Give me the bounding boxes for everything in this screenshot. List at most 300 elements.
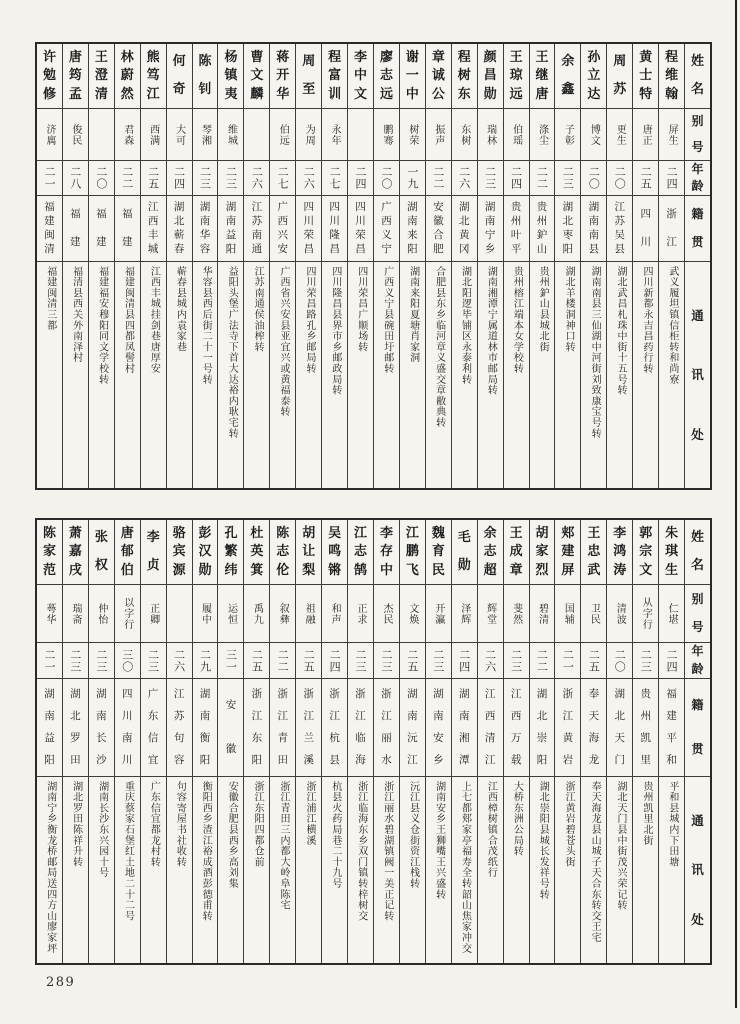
- entry-column: [166, 44, 192, 488]
- age-text: 二一: [42, 648, 56, 673]
- entry-column: [192, 520, 218, 963]
- char-glyph: 讯: [691, 367, 704, 383]
- address-cell: [193, 776, 218, 963]
- age-text: 二二: [535, 648, 549, 673]
- alias-text: 仲怡: [95, 602, 107, 625]
- char-glyph: 汉: [198, 544, 212, 560]
- address-text: 衡阳西乡渣江裕成酒彭德甫转: [200, 781, 212, 922]
- header-column: [684, 520, 710, 963]
- char-glyph: 王: [509, 525, 523, 541]
- alias-text: 国辅: [562, 602, 574, 625]
- address-text: 四川新都永吉昌药行转: [640, 266, 652, 374]
- age-text: 二三: [224, 166, 238, 190]
- address-cell: [581, 261, 606, 488]
- char-glyph: 骆: [172, 525, 186, 541]
- alias-cell: [504, 584, 529, 642]
- name-cell: [37, 44, 62, 108]
- char-glyph: 何: [172, 54, 186, 70]
- char-glyph: 江: [173, 687, 185, 700]
- char-glyph: 广: [277, 200, 289, 213]
- char-glyph: 南: [251, 229, 263, 242]
- address-text: 湖南湘潭宁属道林市邮局转: [485, 266, 497, 396]
- alias-cell: [452, 108, 477, 160]
- native-cell: [115, 195, 140, 261]
- address-cell: [348, 261, 373, 488]
- native-cell: [581, 678, 606, 776]
- alias-cell: [244, 584, 269, 642]
- name-cell: [37, 520, 62, 584]
- alias-text: 斐然: [510, 602, 522, 625]
- name-cell: [426, 520, 451, 584]
- char-glyph: 钊: [198, 82, 212, 98]
- alias-text: 卫民: [588, 602, 600, 625]
- char-glyph: 李: [379, 525, 393, 541]
- char-glyph: 阳: [536, 754, 548, 767]
- char-glyph: 南: [588, 214, 600, 227]
- address-text: 广东信宜都龙村转: [148, 781, 160, 868]
- char-glyph: 清: [484, 732, 496, 745]
- alias-text: 文焕: [406, 602, 418, 625]
- char-glyph: 余: [483, 525, 497, 541]
- char-glyph: 王: [94, 49, 108, 65]
- char-glyph: 廖: [379, 49, 393, 65]
- char-glyph: 江: [666, 236, 677, 249]
- native-cell: [504, 678, 529, 776]
- age-text: 二四: [509, 166, 523, 190]
- native-cell: [374, 678, 399, 776]
- char-glyph: 阳: [407, 243, 418, 256]
- char-glyph: 镇: [224, 68, 238, 84]
- char-glyph: 章: [431, 49, 445, 65]
- age-cell: [322, 642, 347, 678]
- entry-column: [88, 44, 114, 488]
- alias-text: 瑞林: [484, 123, 496, 146]
- age-text: 二四: [665, 648, 679, 673]
- address-text: 浙江东阳四都仓前: [252, 781, 264, 868]
- char-glyph: 西: [484, 709, 496, 722]
- char-glyph: 徽: [433, 214, 444, 227]
- char-glyph: 川: [303, 214, 314, 227]
- name-cell: [270, 44, 295, 108]
- age-cell: [63, 160, 88, 195]
- age-cell: [63, 642, 88, 678]
- char-glyph: 忠: [587, 544, 601, 560]
- char-glyph: 纬: [224, 562, 238, 578]
- address-text: 四川荣昌广顺场转: [355, 266, 367, 353]
- char-glyph: 蒋: [276, 49, 290, 65]
- char-glyph: 南: [407, 709, 418, 722]
- entry-column: [529, 520, 555, 963]
- char-glyph: 西: [381, 214, 392, 227]
- address-cell: [167, 261, 192, 488]
- age-text: 二〇: [613, 648, 627, 673]
- address-text: 大桥东洲公局转: [511, 781, 523, 857]
- char-glyph: 鹏: [405, 544, 419, 560]
- char-glyph: 远: [379, 86, 393, 102]
- char-glyph: 长: [96, 732, 107, 745]
- char-glyph: 继: [535, 68, 549, 84]
- name-cell: [452, 44, 477, 108]
- address-text: 武义履坦镇信柜转和尚寮: [666, 266, 678, 385]
- age-text: 二〇: [613, 166, 627, 190]
- scan-edge-artifact: [735, 0, 737, 1008]
- alias-text: 正求: [355, 602, 367, 625]
- char-glyph: 沅: [407, 732, 418, 745]
- char-glyph: 王: [587, 525, 601, 541]
- alias-text: 禹九: [251, 602, 263, 625]
- char-glyph: 昌: [329, 243, 340, 256]
- char-glyph: 志: [483, 544, 497, 560]
- age-text: 二五: [587, 648, 601, 673]
- alias-cell: [530, 108, 555, 160]
- age-text: 二六: [302, 166, 316, 190]
- age-cell: [581, 642, 606, 678]
- char-glyph: 鸿: [613, 544, 627, 560]
- char-glyph: 龄: [691, 179, 704, 194]
- header-native-label: [685, 678, 710, 776]
- address-cell: [452, 776, 477, 963]
- age-text: 二三: [68, 648, 82, 673]
- address-text: 奉天海龙县山城子天合东转交王宅: [589, 781, 601, 943]
- char-glyph: 修: [42, 86, 56, 102]
- char-glyph: 东: [457, 86, 471, 102]
- char-glyph: 兰: [303, 732, 314, 745]
- char-glyph: 姓: [691, 54, 705, 70]
- char-glyph: 伯: [120, 562, 134, 578]
- age-cell: [193, 642, 218, 678]
- entry-column: [114, 44, 140, 488]
- char-glyph: 和: [666, 754, 677, 767]
- char-glyph: 名: [691, 82, 705, 98]
- char-glyph: 维: [665, 68, 679, 84]
- char-glyph: 湖: [407, 200, 418, 213]
- address-cell: [530, 776, 555, 963]
- char-glyph: 阳: [199, 754, 211, 767]
- address-cell: [555, 261, 580, 488]
- age-text: 二三: [509, 648, 523, 673]
- address-text: 合肥县东乡临河章义盛交章敝典转: [433, 266, 445, 428]
- age-cell: [478, 160, 503, 195]
- alias-cell: [322, 108, 347, 160]
- char-glyph: 乡: [433, 754, 444, 767]
- char-glyph: 北: [173, 214, 185, 227]
- entry-column: [347, 520, 373, 963]
- char-glyph: 公: [431, 86, 445, 102]
- char-glyph: 山: [536, 243, 548, 256]
- char-glyph: 荣: [303, 229, 314, 242]
- native-cell: [244, 195, 269, 261]
- char-glyph: 四: [640, 207, 651, 220]
- address-cell: [555, 776, 580, 963]
- char-glyph: 广: [147, 687, 159, 700]
- char-glyph: 南: [122, 732, 133, 745]
- address-cell: [115, 261, 140, 488]
- char-glyph: 杭: [329, 732, 340, 745]
- char-glyph: 春: [173, 243, 185, 256]
- address-text: 四川荣昌路孔乡邮局转: [303, 266, 315, 374]
- age-cell: [270, 160, 295, 195]
- char-glyph: 四: [122, 687, 133, 700]
- age-text: 二二: [431, 166, 445, 190]
- char-glyph: 熊: [146, 49, 160, 65]
- char-glyph: 崇: [536, 732, 548, 745]
- address-text: 蕲春县城内袁家巷: [174, 266, 186, 353]
- char-glyph: 程: [328, 49, 342, 65]
- entry-column: [373, 44, 399, 488]
- native-cell: [141, 195, 166, 261]
- address-text: 浙江青田三内都大岭阜陈宅: [278, 781, 290, 911]
- alias-text: 碧清: [536, 602, 548, 625]
- char-glyph: 湖: [614, 687, 626, 700]
- alias-cell: [504, 108, 529, 160]
- char-glyph: 州: [640, 709, 651, 722]
- address-cell: [141, 261, 166, 488]
- age-cell: [37, 642, 62, 678]
- address-text: 平和县城内下田塘: [666, 781, 678, 868]
- char-glyph: 毛: [457, 530, 471, 546]
- age-text: 二二: [120, 166, 134, 190]
- alias-cell: [141, 584, 166, 642]
- entry-column: [140, 520, 166, 963]
- char-glyph: 江: [277, 709, 289, 722]
- char-glyph: 昌: [355, 243, 366, 256]
- address-text: 湖南宁乡衡龙桥邮局送四方山廖家坪: [44, 781, 56, 954]
- name-cell: [167, 520, 192, 584]
- alias-text: 叙彝: [277, 602, 289, 625]
- age-text: 二四: [457, 648, 471, 673]
- char-glyph: 凯: [640, 732, 651, 745]
- name-cell: [400, 520, 425, 584]
- age-cell: [115, 160, 140, 195]
- char-glyph: 江: [355, 709, 366, 722]
- alias-cell: [115, 584, 140, 642]
- name-cell: [555, 520, 580, 584]
- char-glyph: 昌: [303, 243, 314, 256]
- char-glyph: 徽: [225, 743, 237, 756]
- name-cell: [659, 44, 684, 108]
- alias-cell: [37, 584, 62, 642]
- char-glyph: 范: [42, 562, 56, 578]
- char-glyph: 苏: [173, 709, 185, 722]
- address-text: 湖北天门县中街茂兴荣记转: [615, 781, 627, 911]
- char-glyph: 通: [251, 243, 263, 256]
- char-glyph: 屏: [561, 562, 575, 578]
- char-glyph: 四: [303, 200, 314, 213]
- char-glyph: 阳: [562, 243, 574, 256]
- native-cell: [659, 678, 684, 776]
- address-cell: [504, 261, 529, 488]
- native-cell: [115, 678, 140, 776]
- char-glyph: 湖: [199, 200, 211, 213]
- name-cell: [478, 44, 503, 108]
- char-glyph: 通: [691, 812, 704, 828]
- char-glyph: 清: [94, 86, 108, 102]
- native-cell: [633, 678, 658, 776]
- entry-column: [373, 520, 399, 963]
- alias-text: 伯瑶: [510, 123, 522, 146]
- char-glyph: 苏: [613, 82, 627, 98]
- char-glyph: 川: [122, 754, 133, 767]
- name-cell: [607, 44, 632, 108]
- address-text: 湖南南县三仙湖中河街刘致康宝号转: [589, 266, 601, 439]
- char-glyph: 戌: [68, 562, 82, 578]
- name-cell: [322, 520, 347, 584]
- char-glyph: 陈: [42, 525, 56, 541]
- native-cell: [322, 195, 347, 261]
- char-glyph: 萧: [68, 525, 82, 541]
- age-cell: [141, 160, 166, 195]
- address-cell: [218, 776, 243, 963]
- address-text: 句容寄屋书社收转: [174, 781, 186, 868]
- char-glyph: 箕: [250, 562, 264, 578]
- address-text: 湖北羊楼洞神口转: [563, 266, 575, 353]
- address-cell: [141, 776, 166, 963]
- native-cell: [167, 678, 192, 776]
- address-text: 重庆蔡家石堡红土地二十二号: [122, 781, 134, 922]
- header-age-label: [685, 642, 710, 678]
- native-cell: [400, 678, 425, 776]
- age-cell: [244, 642, 269, 678]
- entry-column: [321, 44, 347, 488]
- age-text: 二八: [68, 166, 82, 190]
- native-cell: [218, 678, 243, 776]
- char-glyph: 湖: [536, 687, 548, 700]
- char-glyph: 立: [587, 68, 601, 84]
- char-glyph: 特: [639, 86, 653, 102]
- char-glyph: 梨: [302, 562, 316, 578]
- char-glyph: 江: [354, 525, 368, 541]
- native-cell: [452, 195, 477, 261]
- char-glyph: 孙: [587, 49, 601, 65]
- header-column: [684, 44, 710, 488]
- address-cell: [530, 261, 555, 488]
- char-glyph: 川: [640, 236, 651, 249]
- char-glyph: 冈: [458, 243, 470, 256]
- alias-text: 从字行: [640, 597, 652, 630]
- age-text: 二七: [328, 166, 342, 190]
- char-glyph: 民: [431, 562, 445, 578]
- char-glyph: 蕲: [173, 229, 185, 242]
- address-text: 贵州鈩山县城北街: [537, 266, 549, 353]
- name-cell: [374, 44, 399, 108]
- entry-column: [580, 44, 606, 488]
- char-glyph: 籍: [691, 206, 704, 221]
- char-glyph: 县: [329, 754, 340, 767]
- name-cell: [581, 520, 606, 584]
- char-glyph: 生: [665, 562, 679, 578]
- char-glyph: 林: [120, 49, 134, 65]
- char-glyph: 门: [614, 754, 626, 767]
- alias-text: 为周: [303, 123, 315, 146]
- char-glyph: 贞: [146, 558, 160, 574]
- alias-text: 祖融: [303, 602, 315, 625]
- char-glyph: 吴: [328, 525, 342, 541]
- char-glyph: 勉: [42, 68, 56, 84]
- age-cell: [218, 160, 243, 195]
- age-cell: [374, 642, 399, 678]
- entry-column: [658, 520, 684, 963]
- native-cell: [37, 678, 62, 776]
- char-glyph: 存: [379, 544, 393, 560]
- address-text: 贵州榕江端本女学校转: [511, 266, 523, 374]
- age-text: 二三: [639, 648, 653, 673]
- alias-cell: [270, 108, 295, 160]
- native-cell: [478, 195, 503, 261]
- age-cell: [322, 160, 347, 195]
- char-glyph: 宗: [639, 544, 653, 560]
- char-glyph: 琼: [509, 68, 523, 84]
- age-text: 二〇: [587, 166, 601, 190]
- char-glyph: 远: [509, 86, 523, 102]
- char-glyph: 海: [588, 732, 600, 745]
- char-glyph: 西: [147, 214, 159, 227]
- native-cell: [555, 195, 580, 261]
- char-glyph: 至: [302, 82, 316, 98]
- address-text: 贵州凯里北街: [640, 781, 652, 846]
- name-cell: [115, 44, 140, 108]
- native-cell: [296, 195, 321, 261]
- char-glyph: 田: [277, 754, 289, 767]
- char-glyph: 黄: [458, 229, 470, 242]
- char-glyph: 朱: [665, 525, 679, 541]
- address-text: 江西丰城挂剑巷唐厚安: [148, 266, 160, 374]
- char-glyph: 北: [562, 214, 574, 227]
- entry-column: [62, 44, 88, 488]
- char-glyph: 东: [147, 709, 159, 722]
- native-cell: [374, 195, 399, 261]
- entry-column: [37, 520, 62, 963]
- age-text: 二五: [302, 648, 316, 673]
- char-glyph: 湖: [484, 200, 496, 213]
- char-glyph: 文: [250, 68, 264, 84]
- char-glyph: 万: [510, 732, 522, 745]
- char-glyph: 程: [665, 49, 679, 65]
- age-text: 二五: [405, 648, 419, 673]
- char-glyph: 里: [640, 754, 651, 767]
- alias-text: 泽辉: [458, 602, 470, 625]
- header-address-label: [685, 261, 710, 488]
- alias-cell: [89, 584, 114, 642]
- address-cell: [633, 776, 658, 963]
- alias-cell: [167, 108, 192, 160]
- address-text: 上七都郏家亭福寿全转韶山焦家冲交: [459, 781, 471, 954]
- alias-cell: [115, 108, 140, 160]
- address-text: 益阳头堡广法寺下首大达裕内耿宅转: [226, 266, 238, 439]
- alias-text: 更生: [614, 123, 626, 146]
- char-glyph: 西: [510, 709, 522, 722]
- alias-text: 屏生: [666, 123, 678, 146]
- name-cell: [607, 520, 632, 584]
- address-cell: [322, 776, 347, 963]
- age-text: 二三: [146, 648, 160, 673]
- address-cell: [167, 776, 192, 963]
- char-glyph: 平: [510, 243, 522, 256]
- char-glyph: 安: [433, 732, 444, 745]
- name-cell: [478, 520, 503, 584]
- name-cell: [581, 44, 606, 108]
- entry-column: [658, 44, 684, 488]
- alias-text: 西满: [147, 123, 159, 146]
- age-cell: [296, 642, 321, 678]
- age-text: 二三: [561, 166, 575, 190]
- char-glyph: 周: [302, 54, 316, 70]
- char-glyph: 州: [536, 214, 548, 227]
- char-glyph: 江: [562, 709, 574, 722]
- age-text: 二一: [42, 166, 56, 190]
- char-glyph: 浙: [562, 687, 574, 700]
- age-cell: [633, 642, 658, 678]
- age-text: 二三: [379, 648, 393, 673]
